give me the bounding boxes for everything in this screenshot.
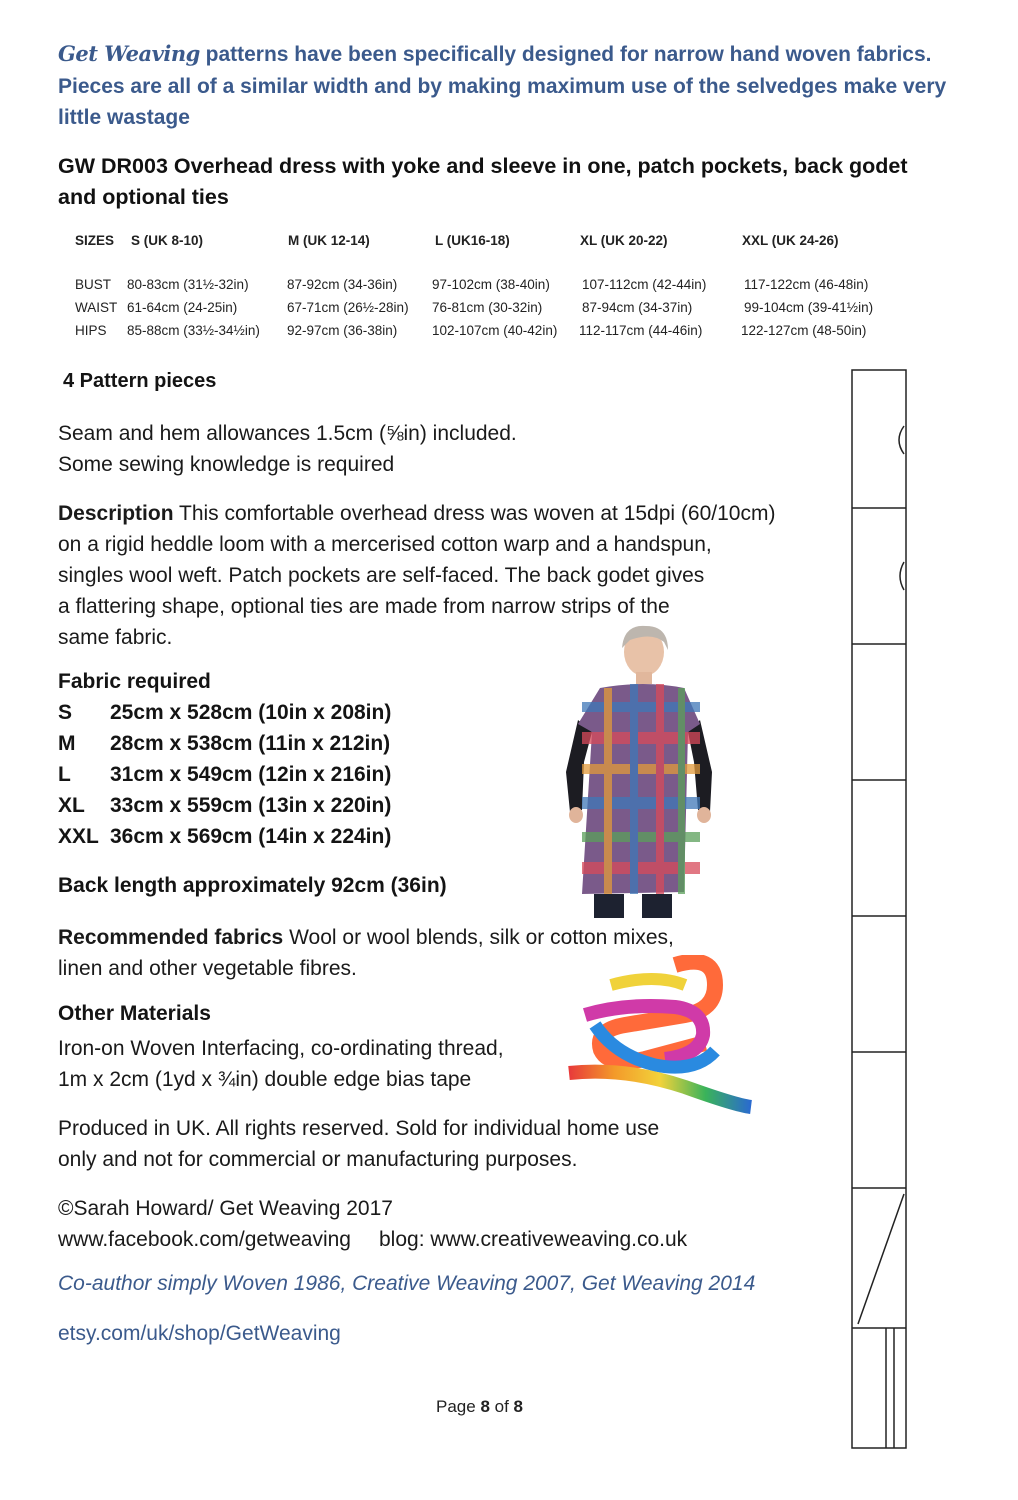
sizes-header-m: M (UK 12-14): [288, 233, 370, 248]
sizes-cell: 97-102cm (38-40in): [432, 277, 550, 292]
sizes-header-s: S (UK 8-10): [131, 233, 204, 248]
other-materials-heading: Other Materials: [58, 1002, 211, 1025]
sizes-cell: 102-107cm (40-42in): [432, 323, 558, 338]
fabric-size: XXL: [58, 825, 99, 848]
copyright-line: ©Sarah Howard/ Get Weaving 2017: [58, 1197, 393, 1220]
page-number: [436, 1397, 523, 1417]
sizes-header-label: SIZES: [75, 233, 115, 248]
recommended-line: Wool or wool blends, silk or cotton mixes,: [283, 926, 674, 949]
intro-paragraph: [58, 38, 958, 134]
sizes-cell: 122-127cm (48-50in): [741, 323, 867, 338]
fabric-amount: 25cm x 528cm (10in x 208in): [110, 701, 392, 724]
produced-line: Produced in UK. All rights reserved. Sold for individual home use: [58, 1117, 660, 1140]
sizes-cell: 61-64cm (24-25in): [127, 300, 238, 315]
facebook-link[interactable]: www.facebook.com/getweaving: [58, 1228, 351, 1251]
description-label: Description: [58, 502, 174, 525]
fabric-size: M: [58, 732, 76, 755]
other-materials-line: Iron-on Woven Interfacing, co-ordinating thread,: [58, 1037, 504, 1060]
recommended-line: linen and other vegetable fibres.: [58, 957, 357, 980]
etsy-link[interactable]: etsy.com/uk/shop/GetWeaving: [58, 1322, 341, 1345]
blog-link[interactable]: blog: www.creativeweaving.co.uk: [379, 1228, 688, 1251]
sizes-cell: 92-97cm (36-38in): [287, 323, 398, 338]
description-line: This comfortable overhead dress was woven at 15dpi (60/10cm): [173, 502, 776, 525]
page-current: 8: [480, 1397, 490, 1416]
sizes-row-label: BUST: [75, 277, 112, 292]
description-line: singles wool weft. Patch pockets are self-faced. The back godet gives: [58, 564, 705, 587]
produced-line: only and not for commercial or manufacturing purposes.: [58, 1148, 578, 1171]
coauthor-line: Co-author simply Woven 1986, Creative Weaving 2007, Get Weaving 2014: [58, 1272, 756, 1295]
fabric-amount: 36cm x 569cm (14in x 224in): [110, 825, 392, 848]
sizes-cell: 76-81cm (30-32in): [432, 300, 543, 315]
fabric-row: [58, 732, 390, 756]
sizes-row-label: HIPS: [75, 323, 107, 338]
sizes-header-xl: XL (UK 20-22): [580, 233, 668, 248]
sizes-row-label: WAIST: [75, 300, 118, 315]
other-materials-text: [58, 1033, 578, 1095]
sizes-cell: 99-104cm (39-41½in): [744, 300, 874, 315]
sizes-cell: 112-117cm (44-46in): [579, 323, 703, 338]
pattern-pieces-schematic: [848, 368, 910, 1450]
page-prefix: Page: [436, 1397, 481, 1416]
sizes-cell: 107-112cm (42-44in): [582, 277, 707, 292]
woven-tapes-photo: [565, 955, 755, 1120]
sizes-header-l: L (UK16-18): [435, 233, 510, 248]
fabric-amount: 33cm x 559cm (13in x 220in): [110, 794, 392, 817]
sizes-cell: 67-71cm (26½-28in): [287, 300, 409, 315]
other-materials-line: 1m x 2cm (1yd x ¾in) double edge bias tape: [58, 1068, 472, 1091]
fabric-row: [58, 825, 391, 849]
fabric-row: [58, 763, 391, 787]
sewing-knowledge-line: Some sewing knowledge is required: [58, 453, 395, 476]
description-line: same fabric.: [58, 626, 173, 649]
fabric-size: S: [58, 701, 73, 724]
fabric-row: [58, 794, 391, 818]
description-line: a flattering shape, optional ties are made from narrow strips of the: [58, 595, 670, 618]
page-middle: of: [489, 1397, 514, 1416]
sizes-cell: 87-94cm (34-37in): [582, 300, 693, 315]
produced-notice: [58, 1113, 758, 1175]
recommended-label: Recommended fabrics: [58, 926, 284, 949]
seam-allowance-text: [58, 418, 818, 480]
description-paragraph: [58, 498, 848, 653]
fabric-amount: 28cm x 538cm (11in x 212in): [110, 732, 391, 755]
fabric-size: XL: [58, 794, 85, 817]
description-line: on a rigid heddle loom with a mercerised cotton warp and a handspun,: [58, 533, 712, 556]
sizes-header-xxl: XXL (UK 24-26): [742, 233, 839, 248]
copyright-block: [58, 1193, 818, 1255]
model-photo: [560, 622, 720, 918]
sizes-cell: 117-122cm (46-48in): [744, 277, 869, 292]
back-length-text: Back length approximately 92cm (36in): [58, 874, 447, 897]
seam-line: Seam and hem allowances 1.5cm (⅝in) included.: [58, 422, 517, 445]
sizes-cell: 85-88cm (33½-34½in): [127, 323, 260, 338]
pattern-title: GW DR003 Overhead dress with yoke and sleeve in one, patch pockets, back godet and optional ties: [58, 154, 908, 209]
sizes-cell: 80-83cm (31½-32in): [127, 277, 249, 292]
intro-text: patterns have been specifically designed for narrow hand woven fabrics. Pieces are all of a similar width and by making maximum use of the selvedges make very little wastage: [58, 43, 947, 129]
pattern-pieces-heading: 4 Pattern pieces: [63, 370, 217, 392]
page-total: 8: [513, 1397, 523, 1416]
fabric-size: L: [58, 763, 71, 786]
fabric-required-heading: Fabric required: [58, 670, 211, 693]
sizes-cell: 87-92cm (34-36in): [287, 277, 398, 292]
fabric-row: [58, 701, 391, 725]
brand-logo-text: Get Weaving: [58, 41, 200, 66]
fabric-amount: 31cm x 549cm (12in x 216in): [110, 763, 392, 786]
